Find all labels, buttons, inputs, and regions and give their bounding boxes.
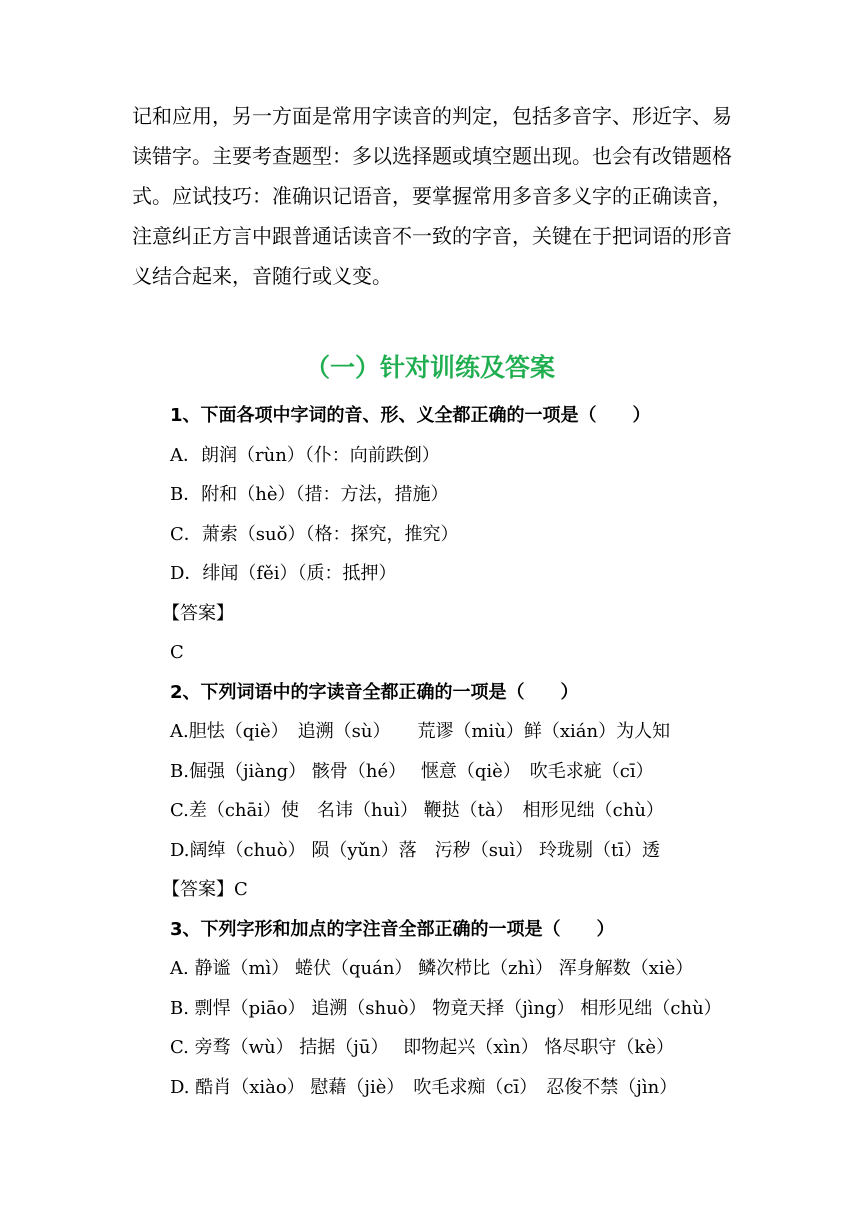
question-1-answer: C (170, 642, 184, 663)
question-2-answer: 【答案】C (162, 879, 248, 900)
section-title: （一）针对训练及答案 (304, 353, 555, 382)
question-2-option-b: B.倔强（jiàng） 骸骨（hé） 惬意（qiè） 吹毛求疵（cī） (170, 760, 654, 782)
question-list (162, 396, 750, 1107)
question-1-option-c: C．萧索（suǒ）（格：探究，推究） (170, 523, 459, 545)
intro-line: 式。应试技巧：准确识记语音，要掌握常用多音多义字的正确读音， (132, 184, 732, 208)
question-3-option-d: D. 酷肖（xiào） 慰藉（jiè） 吹毛求痴（cī） 忍俊不禁（jìn） (170, 1076, 678, 1098)
question-1-option-a: A．朗润（rùn）（仆：向前跌倒） (170, 444, 440, 466)
question-1-title: 1、下面各项中字词的音、形、义全都正确的一项是（ ） (170, 405, 651, 426)
question-2-title: 2、下列词语中的字读音全都正确的一项是（ ） (170, 681, 579, 703)
question-3-option-b: B. 剽悍（piāo） 追溯（shuò） 物竟天择（jìng） 相形见绌（chù） (170, 997, 722, 1019)
intro-line: 读错字。主要考查题型：多以选择题或填空题出现。也会有改错题格 (132, 144, 732, 168)
question-1-answer-label: 【答案】 (162, 602, 234, 624)
question-1-option-d: D．绯闻（fěi）（质：抵押） (170, 563, 397, 584)
question-2-option-d: D.阔绰（chuò） 陨（yǔn）落 污秽（suì） 玲珑剔（tī）透 (170, 839, 660, 861)
question-1-option-b: B．附和（hè）（措：方法，措施） (170, 484, 449, 505)
question-3-option-a: A. 静谧（mì） 蜷伏（quán） 鳞次栉比（zhì） 浑身解数（xiè） (170, 958, 694, 979)
question-3-title: 3、下列字形和加点的字注音全部正确的一项是（ ） (170, 918, 615, 940)
question-3-option-c: C. 旁骛（wù） 拮据（jū） 即物起兴（xìn） 恪尽职守（kè） (170, 1037, 674, 1058)
question-2-option-c: C.差（chāi）使 名讳（huì） 鞭挞（tà） 相形见绌（chù） (170, 800, 664, 821)
intro-paragraph (132, 96, 732, 296)
intro-line: 义结合起来，音随行或义变。 (132, 264, 392, 288)
intro-line: 记和应用，另一方面是常用字读音的判定，包括多音字、形近字、易 (132, 104, 732, 128)
question-2-option-a: A.胆怯（qiè） 追溯（sù） 荒谬（miù）鲜（xián）为人知 (170, 721, 671, 742)
intro-line: 注意纠正方言中跟普通话读音不一致的字音，关键在于把词语的形音 (132, 224, 732, 248)
